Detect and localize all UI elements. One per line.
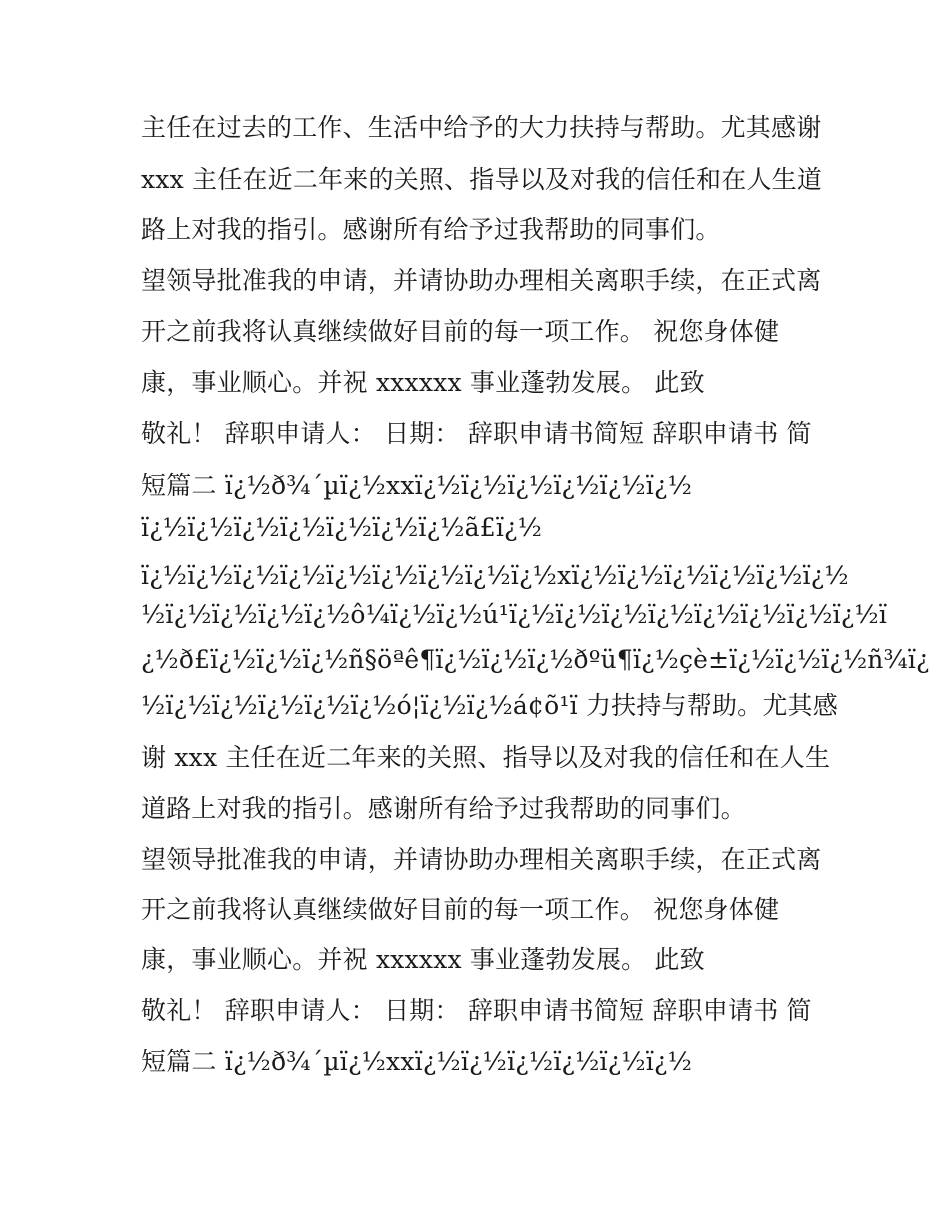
text-line: 敬礼！ 辞职申请人： 日期： 辞职申请书简短 辞职申请书 简 <box>141 996 812 1025</box>
text-line: 望领导批准我的申请，并请协助办理相关离职手续，在正式离 <box>141 266 822 295</box>
text-line: 主任在过去的工作、生活中给予的大力扶持与帮助。尤其感谢 <box>141 113 822 142</box>
text-line: ¿½ð£ï¿½ï¿½ï¿½ñ§öªê¶ï¿½ï¿½ï¿½ðºü¶ï¿½çè±ï¿½ï¿½ï¿½ñ¾ï¿ <box>141 645 930 674</box>
text-line: ï¿½ï¿½ï¿½ï¿½ï¿½ï¿½ï¿½ã£ï¿½ <box>141 513 543 542</box>
text-line: xxx 主任在近二年来的关照、指导以及对我的信任和在人生道 <box>141 165 823 194</box>
text-line: 开之前我将认真继续做好目前的每一项工作。 祝您身体健 <box>141 895 780 924</box>
text-line: 开之前我将认真继续做好目前的每一项工作。 祝您身体健 <box>141 317 780 346</box>
text-line: ½ï¿½ï¿½ï¿½ï¿½ï¿½ó¦ï¿½ï¿½á¢õ¹ï 力扶持与帮助。尤其感 <box>141 691 838 720</box>
text-line: 短篇二 ï¿½ð¾´µï¿½xxï¿½ï¿½ï¿½ï¿½ï¿½ï¿½ <box>141 471 693 500</box>
text-line: ½ï¿½ï¿½ï¿½ï¿½ô¼ï¿½ï¿½ú¹ï¿½ï¿½ï¿½ï¿½ï¿½ï¿½ï¿½ï¿½ï <box>141 600 888 629</box>
text-line: 短篇二 ï¿½ð¾´µï¿½xxï¿½ï¿½ï¿½ï¿½ï¿½ï¿½ <box>141 1047 693 1076</box>
text-line: 康，事业顺心。并祝 xxxxxx 事业蓬勃发展。 此致 <box>141 368 705 397</box>
text-line: 敬礼！ 辞职申请人： 日期： 辞职申请书简短 辞职申请书 简 <box>141 419 812 448</box>
text-line: 康，事业顺心。并祝 xxxxxx 事业蓬勃发展。 此致 <box>141 945 705 974</box>
text-line: ï¿½ï¿½ï¿½ï¿½ï¿½ï¿½ï¿½ï¿½ï¿½xï¿½ï¿½ï¿½ï¿½ï¿½ï¿½ <box>141 561 849 590</box>
text-line: 路上对我的指引。感谢所有给予过我帮助的同事们。 <box>141 215 721 244</box>
text-line: 望领导批准我的申请，并请协助办理相关离职手续，在正式离 <box>141 845 822 874</box>
text-line: 道路上对我的指引。感谢所有给予过我帮助的同事们。 <box>141 794 746 823</box>
text-line: 谢 xxx 主任在近二年来的关照、指导以及对我的信任和在人生 <box>141 743 831 772</box>
